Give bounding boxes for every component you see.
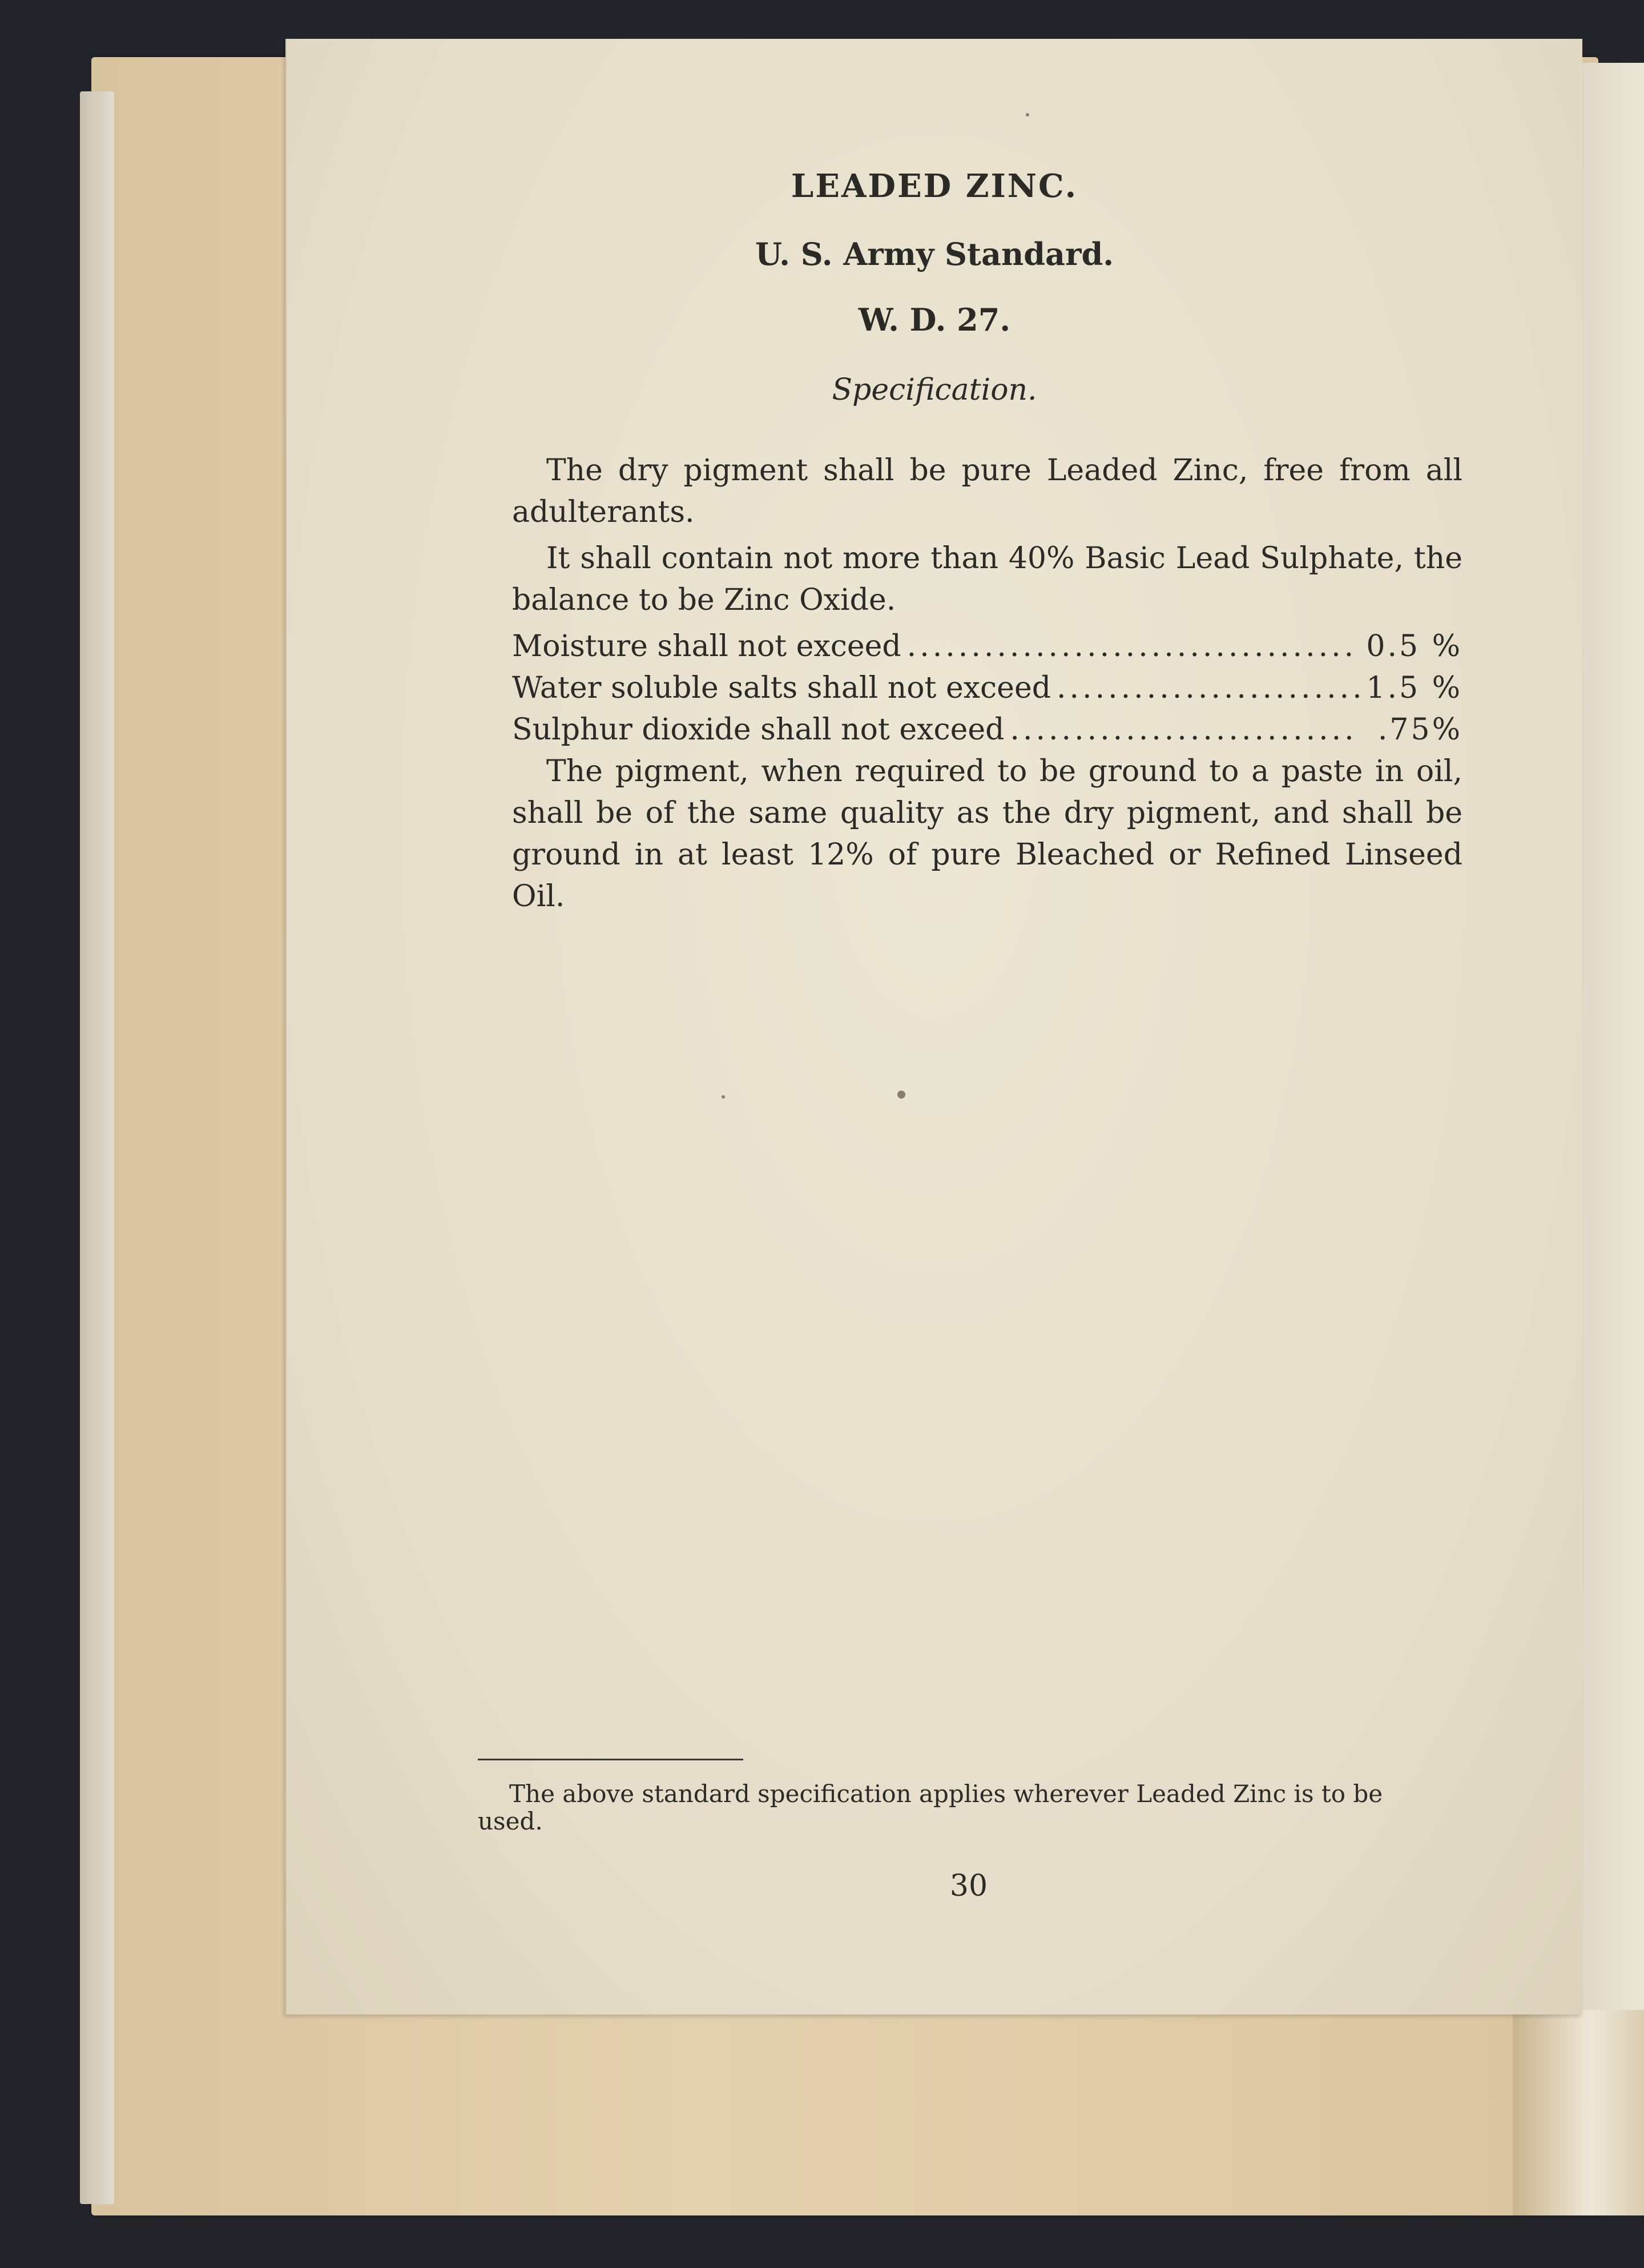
- paragraph: It shall contain not more than 40% Basic Lead Sulphate, the balance to be Zinc Oxide.: [512, 541, 1462, 617]
- requirement-value: 1.5 %: [1366, 671, 1462, 705]
- requirement-row: [512, 667, 1462, 709]
- paper-fleck: [1026, 113, 1029, 116]
- dot-leader: [1057, 667, 1360, 709]
- requirement-label: Moisture shall not exceed: [512, 629, 901, 663]
- footnote: The above standard specification applies wherever Leaded Zinc is to be used.: [478, 1780, 1383, 1835]
- paragraph: The pigment, when required to be ground to a paste in oil, shall be of the same quality as the dry pigment, and shall be ground in at least 12% of pure Bleached or Refined Linseed Oil.: [512, 754, 1462, 914]
- page-number: 30: [949, 1869, 988, 1903]
- page-title: LEADED ZINC.: [791, 167, 1078, 205]
- requirement-row: [512, 626, 1462, 667]
- requirement-value: 0.5 %: [1366, 629, 1462, 663]
- requirement-label: Water soluble salts shall not exceed: [512, 671, 1051, 705]
- book-spine-strip: [1513, 2010, 1644, 2215]
- paper-fleck: [897, 1091, 905, 1099]
- page-subtitle: U. S. Army Standard.: [755, 236, 1114, 272]
- page-stack-edge: [80, 91, 114, 2204]
- specification-body: [512, 450, 1462, 922]
- paragraph: The dry pigment shall be pure Leaded Zinc, free from all adulterants.: [512, 453, 1462, 529]
- requirement-value: .75%: [1377, 713, 1462, 747]
- dot-leader: [907, 626, 1360, 667]
- footnote-rule: [478, 1759, 743, 1760]
- document-page: [285, 39, 1582, 2014]
- requirement-row: [512, 709, 1462, 751]
- dot-leader: [1010, 709, 1360, 751]
- requirement-label: Sulphur dioxide shall not exceed: [512, 713, 1005, 747]
- standard-code: W. D. 27.: [858, 301, 1011, 338]
- section-heading: Specification.: [832, 373, 1037, 407]
- paper-fleck: [722, 1095, 725, 1099]
